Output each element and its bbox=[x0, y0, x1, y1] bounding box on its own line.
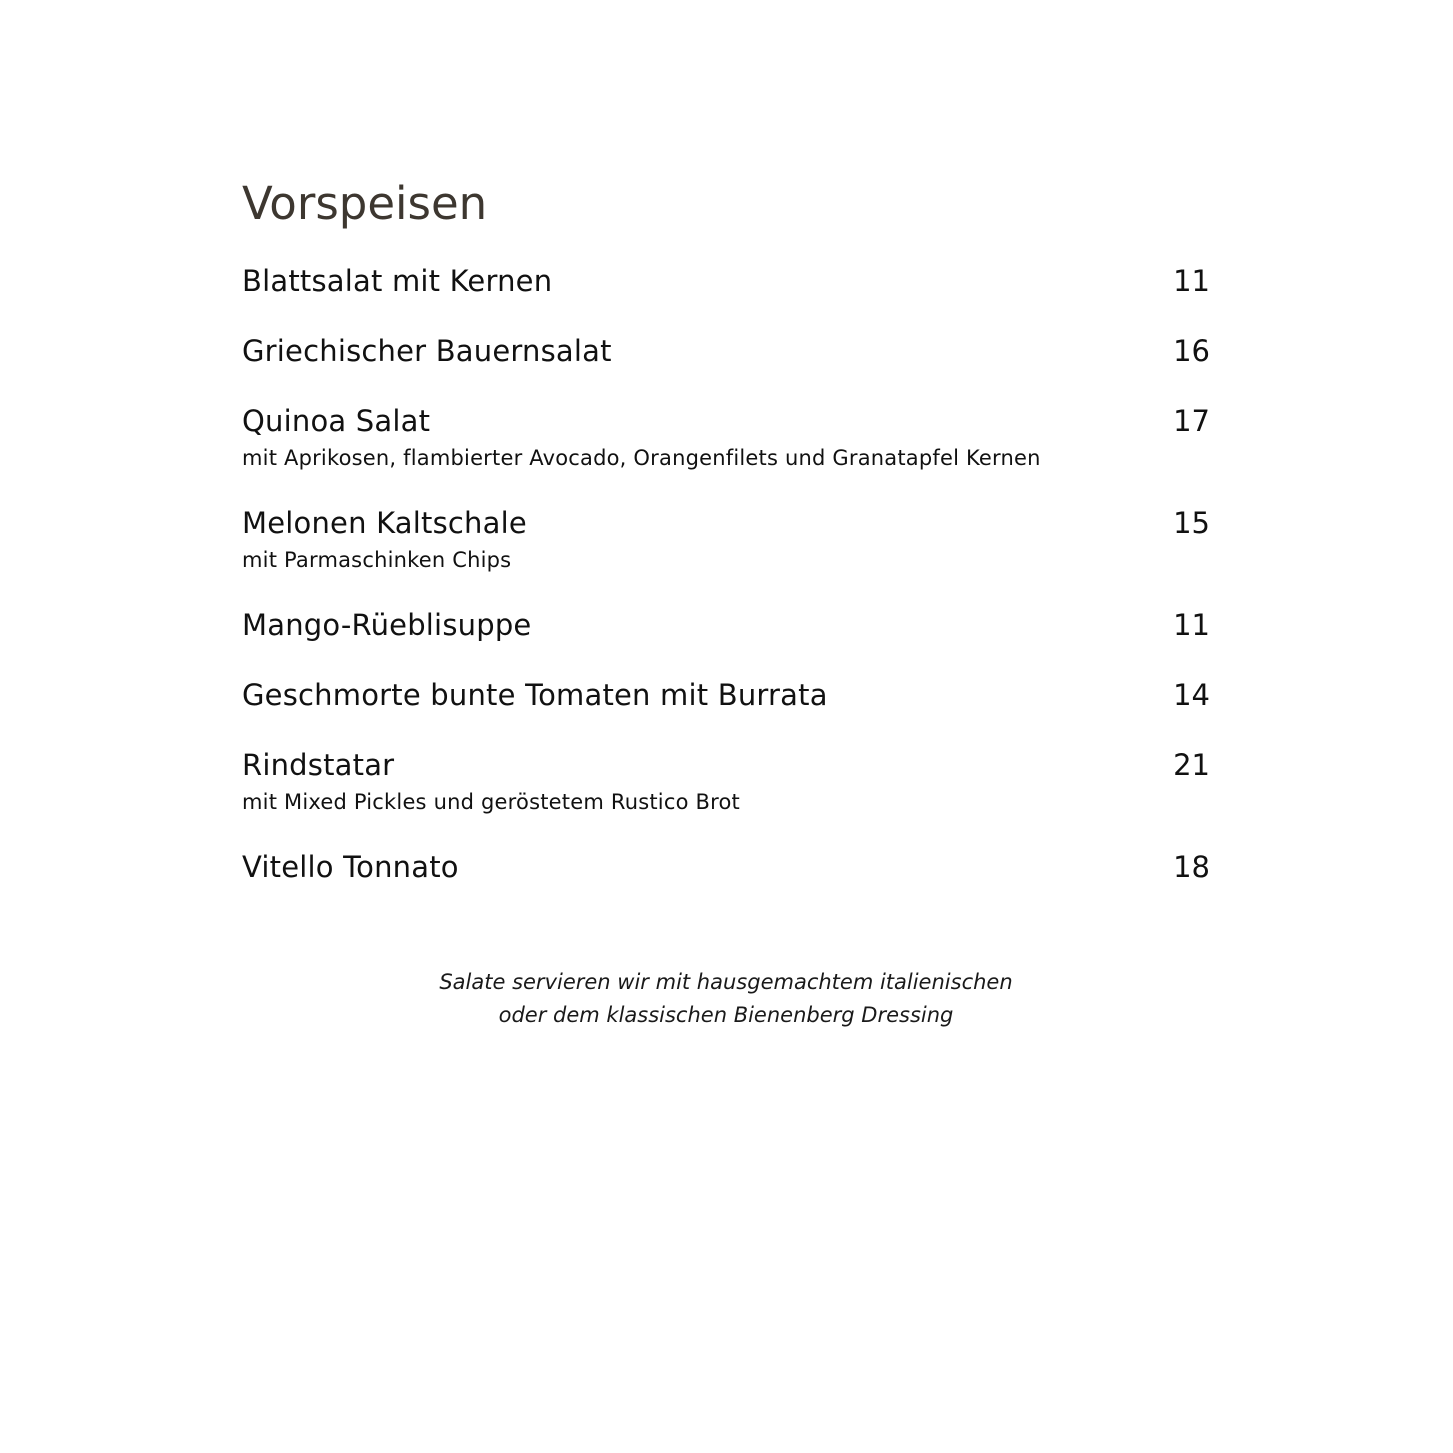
menu-item-price: 11 bbox=[1173, 608, 1210, 642]
menu-item-price: 17 bbox=[1173, 404, 1210, 438]
menu-item-row bbox=[242, 262, 1210, 300]
menu-item-row bbox=[242, 848, 1210, 886]
menu-item bbox=[242, 402, 1210, 472]
menu-item-price: 15 bbox=[1173, 506, 1210, 540]
menu-item-row bbox=[242, 504, 1210, 542]
menu-item-price: 16 bbox=[1173, 334, 1210, 368]
menu-item-price: 21 bbox=[1173, 748, 1210, 782]
menu-item-description: mit Parmaschinken Chips bbox=[242, 548, 512, 572]
menu-page bbox=[242, 0, 1210, 1453]
menu-item-row bbox=[242, 676, 1210, 714]
menu-item bbox=[242, 746, 1210, 816]
menu-item-row bbox=[242, 606, 1210, 644]
menu-item bbox=[242, 332, 1210, 370]
menu-item-description: mit Mixed Pickles und geröstetem Rustico Brot bbox=[242, 790, 740, 814]
menu-item-description: mit Aprikosen, flambierter Avocado, Orangenfilets und Granatapfel Kernen bbox=[242, 446, 1041, 470]
menu-item bbox=[242, 606, 1210, 644]
menu-item-price: 11 bbox=[1173, 264, 1210, 298]
dressing-note bbox=[242, 966, 1210, 1032]
menu-item-name: Blattsalat mit Kernen bbox=[242, 264, 553, 298]
dressing-note-line: Salate servieren wir mit hausgemachtem italienischen bbox=[439, 970, 1013, 994]
menu-item-row bbox=[242, 402, 1210, 440]
menu-item-row bbox=[242, 332, 1210, 370]
menu-item-name: Geschmorte bunte Tomaten mit Burrata bbox=[242, 678, 828, 712]
menu-item-name: Vitello Tonnato bbox=[242, 850, 459, 884]
menu-item-name: Melonen Kaltschale bbox=[242, 506, 527, 540]
menu-item bbox=[242, 676, 1210, 714]
menu-list bbox=[242, 262, 1210, 918]
menu-item bbox=[242, 262, 1210, 300]
menu-item-name: Rindstatar bbox=[242, 748, 395, 782]
menu-item-name: Mango-Rüeblisuppe bbox=[242, 608, 532, 642]
dressing-note-line: oder dem klassischen Bienenberg Dressing bbox=[498, 1003, 954, 1027]
menu-item-name: Quinoa Salat bbox=[242, 404, 431, 438]
section-title: Vorspeisen bbox=[242, 177, 488, 230]
menu-item bbox=[242, 848, 1210, 886]
menu-item bbox=[242, 504, 1210, 574]
menu-item-price: 18 bbox=[1173, 850, 1210, 884]
menu-item-row bbox=[242, 746, 1210, 784]
menu-item-price: 14 bbox=[1173, 678, 1210, 712]
menu-item-name: Griechischer Bauernsalat bbox=[242, 334, 612, 368]
